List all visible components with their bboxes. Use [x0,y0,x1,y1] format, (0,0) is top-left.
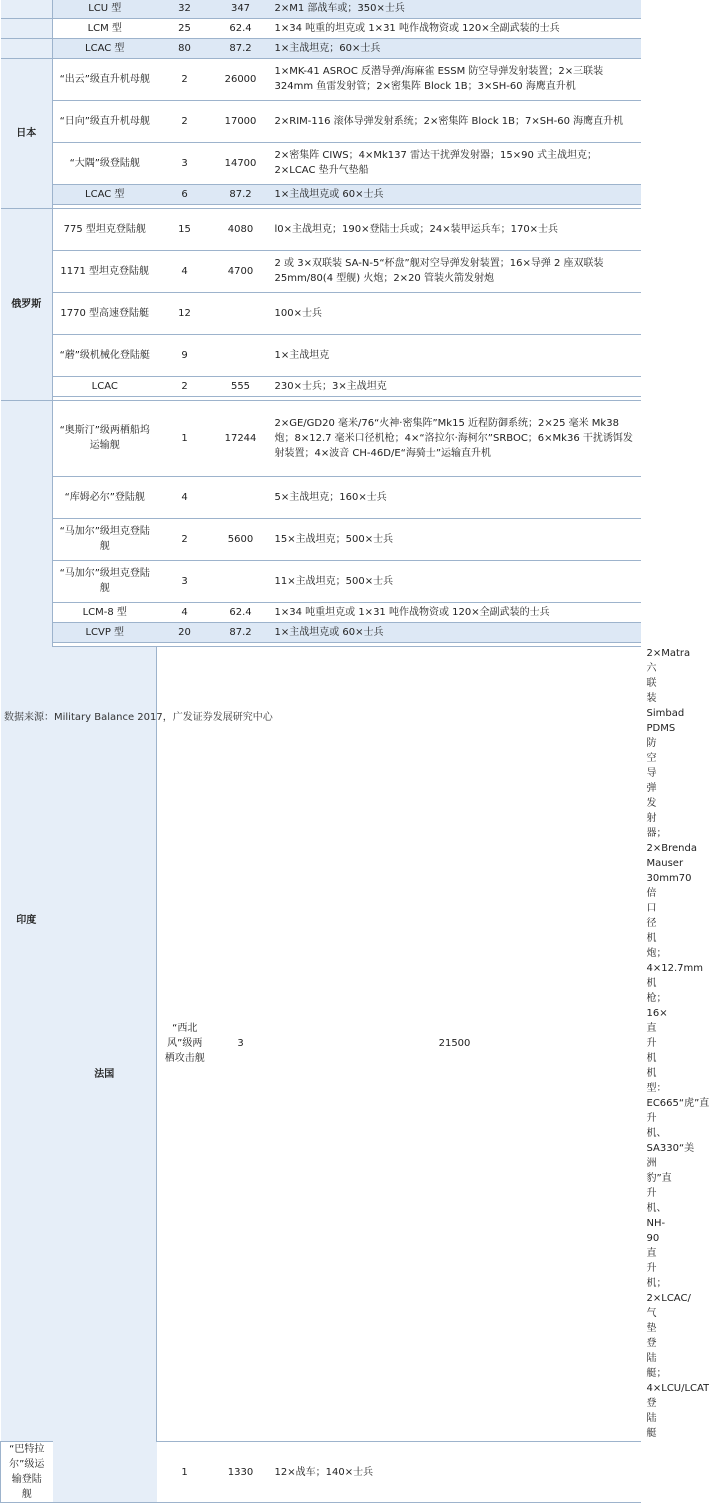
table-row [1,292,641,334]
displacement-cell [213,292,269,334]
armament-cell: 2×GE/GD20 毫米/76“火神·密集阵”Mk15 近程防御系统；2×25 毫米 Mk38 炮；8×12.7 毫米口径机枪；4×“洛拉尔·海柯尔”SRBOC；6×Mk36 干扰诱饵发射装置；4×波音 CH-46D/E“海骑士”运输直升机 [269,400,641,476]
ship-name-cell: “出云”级直升机母舰 [53,58,157,100]
displacement-cell [213,334,269,376]
ship-name-cell: LCAC 型 [53,184,157,204]
armament-cell: 1×主战坦克或 60×士兵 [269,622,641,642]
armament-cell: 2×RIM-116 滚体导弹发射系统；2×密集阵 Block 1B；7×SH-60 海鹰直升机 [269,100,641,142]
ship-name-cell: “奥斯汀”级两栖船坞运输舰 [53,400,157,476]
quantity-cell: 4 [157,250,213,292]
armament-cell: 2×M1 部战车或；350×士兵 [269,0,641,18]
ship-name-cell: 1770 型高速登陆艇 [53,292,157,334]
quantity-cell: 2 [157,58,213,100]
ship-name-cell: LCVP 型 [53,622,157,642]
quantity-cell: 12 [157,292,213,334]
country-cell: 俄罗斯 [1,208,53,400]
table-row [1,602,641,622]
armament-cell: 1×34 吨重坦克或 1×31 吨作战物资或 120×全副武装的士兵 [269,602,641,622]
ship-name-cell: “马加尔”级坦克登陆舰 [53,518,157,560]
quantity-cell: 20 [157,622,213,642]
armament-cell: l0×主战坦克；190×登陆士兵或；24×装甲运兵车；170×士兵 [269,208,641,250]
country-cell: 印度 [1,400,53,1442]
displacement-cell: 62.4 [213,602,269,622]
displacement-cell: 5600 [213,518,269,560]
displacement-cell: 17000 [213,100,269,142]
armament-cell: 5×主战坦克；160×士兵 [269,476,641,518]
quantity-cell: 1 [157,1442,213,1503]
quantity-cell: 2 [157,100,213,142]
ship-name-cell: “库姆必尔”登陆舰 [53,476,157,518]
armament-cell: 1×主战坦克或 60×士兵 [269,184,641,204]
table-row [1,100,641,142]
table-row [1,334,641,376]
table-row: 法国 “西北风”级两栖攻击舰 3 21500 2×Matra 六联装 Simbad PDMS 防空导弹发射器；2×Brenda Mauser 30mm70 倍口径机炮；4×12.7mm 机枪；16×直升机 机型：EC665“虎”直升机、SA330“美洲豹”直升机、NH-90 直升机；2×LCAC/气垫登陆艇；4×LCU/LCAT 登陆艇 [1,646,641,1442]
ship-name-cell: 775 型坦克登陆舰 [53,208,157,250]
quantity-cell: 3 [213,646,269,1442]
displacement-cell: 62.4 [213,18,269,38]
ship-name-cell: “蘑”级机械化登陆艇 [53,334,157,376]
armament-cell: 230×士兵；3×主战坦克 [269,376,641,396]
quantity-cell: 1 [157,400,213,476]
ship-name-cell: LCU 型 [53,0,157,18]
armament-cell: 2×密集阵 CIWS；4×Mk137 雷达干扰弹发射器；15×90 式主战坦克；2×LCAC 垫升气垫船 [269,142,641,184]
table-row [1,560,641,602]
quantity-cell: 2 [157,518,213,560]
table-row [1,58,641,100]
country-cell [1,0,53,18]
country-cell [1,18,53,38]
displacement-cell: 87.2 [213,38,269,58]
displacement-cell: 87.2 [213,184,269,204]
ship-name-cell: LCAC [53,376,157,396]
table-row [1,18,641,38]
quantity-cell: 9 [157,334,213,376]
displacement-cell: 4700 [213,250,269,292]
quantity-cell: 25 [157,18,213,38]
table-row [1,376,641,396]
armament-cell: 2 或 3×双联装 SA-N-5“杯盘”舰对空导弹发射装置；16×导弹 2 座双联装 25mm/80(4 型舰) 火炮；2×20 管装火箭发射炮 [269,250,641,292]
country-cell: 法国 [53,646,157,1503]
quantity-cell: 15 [157,208,213,250]
armament-cell: 1×主战坦克；60×士兵 [269,38,641,58]
armament-cell: 1×MK-41 ASROC 反潜导弹/海麻雀 ESSM 防空导弹发射装置；2×三联装 324mm 鱼雷发射管；2×密集阵 Block 1B；3×SH-60 海鹰直升机 [269,58,641,100]
ship-name-cell: “马加尔”级坦克登陆舰 [53,560,157,602]
quantity-cell: 4 [157,476,213,518]
ship-name-cell: 1171 型坦克登陆舰 [53,250,157,292]
table-row [1,142,641,184]
displacement-cell: 347 [213,0,269,18]
displacement-cell: 17244 [213,400,269,476]
ship-name-cell: “西北风”级两栖攻击舰 [157,646,213,1442]
quantity-cell: 2 [157,376,213,396]
quantity-cell: 3 [157,560,213,602]
armament-cell: 100×士兵 [269,292,641,334]
ship-name-cell: “大隅”级登陆舰 [53,142,157,184]
displacement-cell: 4080 [213,208,269,250]
quantity-cell: 6 [157,184,213,204]
displacement-cell: 1330 [213,1442,269,1503]
quantity-cell: 3 [157,142,213,184]
table-row [1,208,641,250]
armament-cell: 12×战车；140×士兵 [269,1442,641,1503]
source-note: 数据来源：Military Balance 2017，广发证券发展研究中心 [4,712,273,723]
country-cell: 日本 [1,58,53,208]
table-row [1,184,641,204]
table-row [1,38,641,58]
armament-cell: 15×主战坦克；500×士兵 [269,518,641,560]
quantity-cell: 32 [157,0,213,18]
quantity-cell: 4 [157,602,213,622]
ship-name-cell: LCM 型 [53,18,157,38]
table-row [1,518,641,560]
armament-cell: 11×主战坦克；500×士兵 [269,560,641,602]
quantity-cell: 80 [157,38,213,58]
table-row [1,0,641,18]
displacement-cell: 26000 [213,58,269,100]
displacement-cell: 555 [213,376,269,396]
displacement-cell: 87.2 [213,622,269,642]
table-row [1,250,641,292]
country-cell [1,38,53,58]
displacement-cell: 21500 [269,646,641,1442]
table-row [1,400,641,476]
displacement-cell: 14700 [213,142,269,184]
ship-name-cell: LCAC 型 [53,38,157,58]
displacement-cell [213,560,269,602]
table-row [1,622,641,642]
ship-name-cell: “巴特拉尔”级运输登陆舰 [1,1442,53,1503]
ship-name-cell: LCM-8 型 [53,602,157,622]
armament-cell: 1×34 吨重的坦克或 1×31 吨作战物资或 120×全副武装的士兵 [269,18,641,38]
ship-name-cell: “日向”级直升机母舰 [53,100,157,142]
displacement-cell [213,476,269,518]
table-row [1,476,641,518]
armament-cell: 1×主战坦克 [269,334,641,376]
